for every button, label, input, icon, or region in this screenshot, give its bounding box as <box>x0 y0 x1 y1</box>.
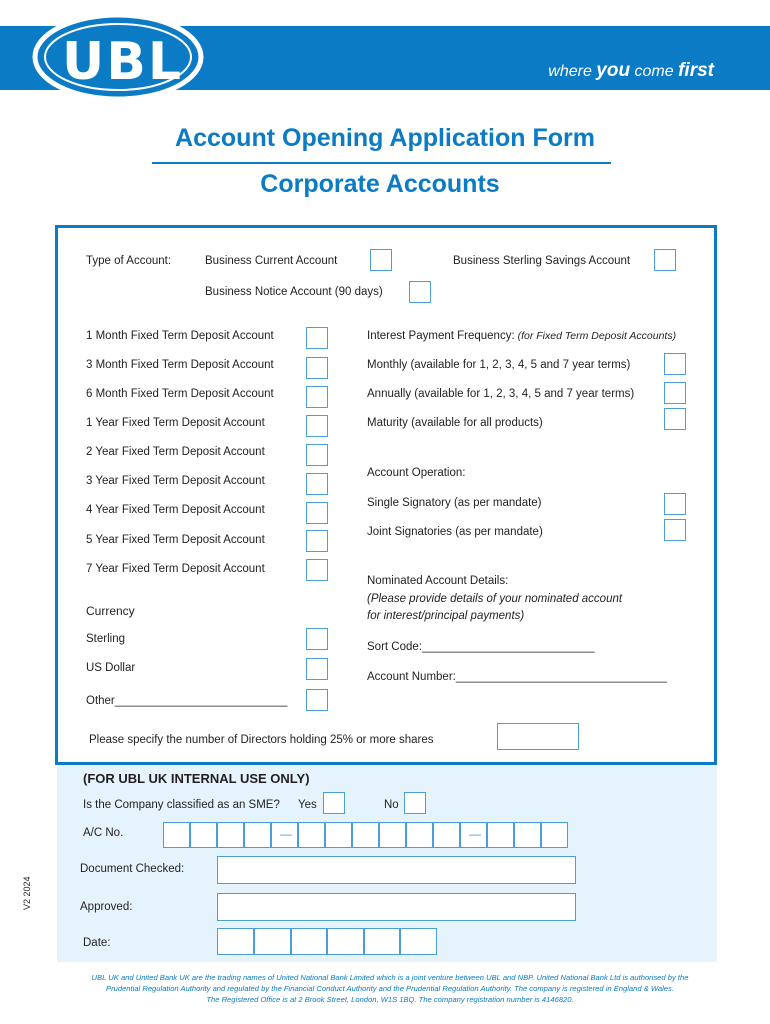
ac-no-digit[interactable] <box>406 822 433 848</box>
date-digit[interactable] <box>217 928 254 955</box>
joint-signatories-label: Joint Signatories (as per mandate) <box>367 526 543 538</box>
fixed-term-2y-checkbox[interactable] <box>306 444 328 466</box>
currency-other-checkbox[interactable] <box>306 689 328 711</box>
date-digit[interactable] <box>291 928 327 955</box>
fixed-term-5y-checkbox[interactable] <box>306 530 328 552</box>
internal-use-heading: (FOR UBL UK INTERNAL USE ONLY) <box>83 771 310 786</box>
fixed-term-4y-label: 4 Year Fixed Term Deposit Account <box>86 504 265 516</box>
date-digit[interactable] <box>254 928 291 955</box>
date-digit[interactable] <box>327 928 364 955</box>
ac-no-digit[interactable] <box>541 822 568 848</box>
ac-no-digit[interactable] <box>325 822 352 848</box>
single-signatory-label: Single Signatory (as per mandate) <box>367 497 542 509</box>
sme-question: Is the Company classified as an SME? <box>83 799 280 811</box>
ac-no-digit[interactable] <box>514 822 541 848</box>
business-current-label: Business Current Account <box>205 255 338 267</box>
fixed-term-3m-checkbox[interactable] <box>306 357 328 379</box>
approved-label: Approved: <box>80 901 133 913</box>
interest-maturity-checkbox[interactable] <box>664 408 686 430</box>
sme-no-checkbox[interactable] <box>404 792 426 814</box>
joint-signatories-checkbox[interactable] <box>664 519 686 541</box>
interest-annually-label: Annually (available for 1, 2, 3, 4, 5 and 7 year terms) <box>367 388 635 400</box>
ac-no-digit[interactable] <box>163 822 190 848</box>
currency-heading: Currency <box>86 604 135 618</box>
currency-usd-checkbox[interactable] <box>306 658 328 680</box>
ac-no-digit[interactable] <box>352 822 379 848</box>
currency-usd-label: US Dollar <box>86 662 136 674</box>
page-title: Account Opening Application Form <box>175 124 595 152</box>
ac-no-dash: — <box>280 827 292 841</box>
fixed-term-2y-label: 2 Year Fixed Term Deposit Account <box>86 446 265 458</box>
fixed-term-1m-checkbox[interactable] <box>306 327 328 349</box>
ac-no-separator <box>271 822 298 848</box>
ac-no-digit[interactable] <box>487 822 514 848</box>
currency-sterling-label: Sterling <box>86 633 125 645</box>
tagline: where you come first <box>548 60 714 81</box>
currency-sterling-checkbox[interactable] <box>306 628 328 650</box>
business-sterling-savings-label: Business Sterling Savings Account <box>453 255 631 267</box>
currency-other-field[interactable]: Other___________________________ <box>86 695 288 707</box>
sort-code-field[interactable]: Sort Code:___________________________ <box>367 641 595 653</box>
nominated-note-line1: (Please provide details of your nominated account <box>367 593 623 605</box>
footer-disclaimer <box>50 972 730 1005</box>
document-checked-label: Document Checked: <box>80 863 185 875</box>
fixed-term-1m-label: 1 Month Fixed Term Deposit Account <box>86 330 274 342</box>
fixed-term-1y-label: 1 Year Fixed Term Deposit Account <box>86 417 265 429</box>
ac-no-digit[interactable] <box>217 822 244 848</box>
date-digit[interactable] <box>400 928 437 955</box>
single-signatory-checkbox[interactable] <box>664 493 686 515</box>
business-notice-checkbox[interactable] <box>409 281 431 303</box>
ac-no-digit[interactable] <box>190 822 217 848</box>
approved-input[interactable] <box>217 893 576 921</box>
fixed-term-1y-checkbox[interactable] <box>306 415 328 437</box>
document-checked-input[interactable] <box>217 856 576 884</box>
fixed-term-3y-checkbox[interactable] <box>306 473 328 495</box>
page-subtitle: Corporate Accounts <box>260 170 500 198</box>
title-divider <box>152 162 611 164</box>
ac-no-digit[interactable] <box>433 822 460 848</box>
date-digit[interactable] <box>364 928 400 955</box>
directors-label: Please specify the number of Directors holding 25% or more shares <box>89 734 434 746</box>
ac-no-label: A/C No. <box>83 827 124 839</box>
sme-yes-label: Yes <box>298 799 317 811</box>
version-label: V2 2024 <box>22 876 32 910</box>
fixed-term-5y-label: 5 Year Fixed Term Deposit Account <box>86 534 265 546</box>
footer-line-1: UBL UK and United Bank UK are the trading names of United National Bank Limited which is a joint venture between UBL and NBP. United National Bank Ltd is authorised by the <box>91 973 689 982</box>
logo-text: UBL <box>62 32 183 92</box>
sme-no-label: No <box>384 799 399 811</box>
fixed-term-3y-label: 3 Year Fixed Term Deposit Account <box>86 475 265 487</box>
sme-yes-checkbox[interactable] <box>323 792 345 814</box>
interest-frequency-heading: Interest Payment Frequency: (for Fixed Term Deposit Accounts) <box>367 330 677 342</box>
account-number-field[interactable]: Account Number:_________________________________ <box>367 671 667 683</box>
business-sterling-savings-checkbox[interactable] <box>654 249 676 271</box>
footer-line-3: The Registered Office is at 2 Brook Street, London, W1S 1BQ. The company registration number is 4146820. <box>206 995 574 1004</box>
ac-no-digit[interactable] <box>298 822 325 848</box>
footer-line-2: Prudential Regulation Authority and regulated by the Financial Conduct Authority and the Prudential Regulation Authority. The company is registered in England & Wales. <box>106 984 674 993</box>
interest-annually-checkbox[interactable] <box>664 382 686 404</box>
fixed-term-7y-label: 7 Year Fixed Term Deposit Account <box>86 563 265 575</box>
type-of-account-label: Type of Account: <box>86 255 172 267</box>
fixed-term-6m-label: 6 Month Fixed Term Deposit Account <box>86 388 274 400</box>
interest-monthly-checkbox[interactable] <box>664 353 686 375</box>
nominated-note-line2: for interest/principal payments) <box>367 610 525 622</box>
ac-no-digit[interactable] <box>379 822 406 848</box>
fixed-term-4y-checkbox[interactable] <box>306 502 328 524</box>
interest-monthly-label: Monthly (available for 1, 2, 3, 4, 5 and 7 year terms) <box>367 359 631 371</box>
fixed-term-7y-checkbox[interactable] <box>306 559 328 581</box>
nominated-account-heading: Nominated Account Details: <box>367 575 509 587</box>
fixed-term-3m-label: 3 Month Fixed Term Deposit Account <box>86 359 274 371</box>
ubl-logo <box>30 10 220 102</box>
ac-no-digit[interactable] <box>244 822 271 848</box>
account-operation-heading: Account Operation: <box>367 467 466 479</box>
application-section <box>55 225 717 765</box>
fixed-term-6m-checkbox[interactable] <box>306 386 328 408</box>
business-notice-label: Business Notice Account (90 days) <box>205 286 383 298</box>
directors-count-input[interactable] <box>497 723 579 750</box>
ac-no-dash: — <box>469 827 481 841</box>
ac-no-separator <box>460 822 487 848</box>
date-label: Date: <box>83 937 111 949</box>
business-current-checkbox[interactable] <box>370 249 392 271</box>
interest-maturity-label: Maturity (available for all products) <box>367 417 543 429</box>
